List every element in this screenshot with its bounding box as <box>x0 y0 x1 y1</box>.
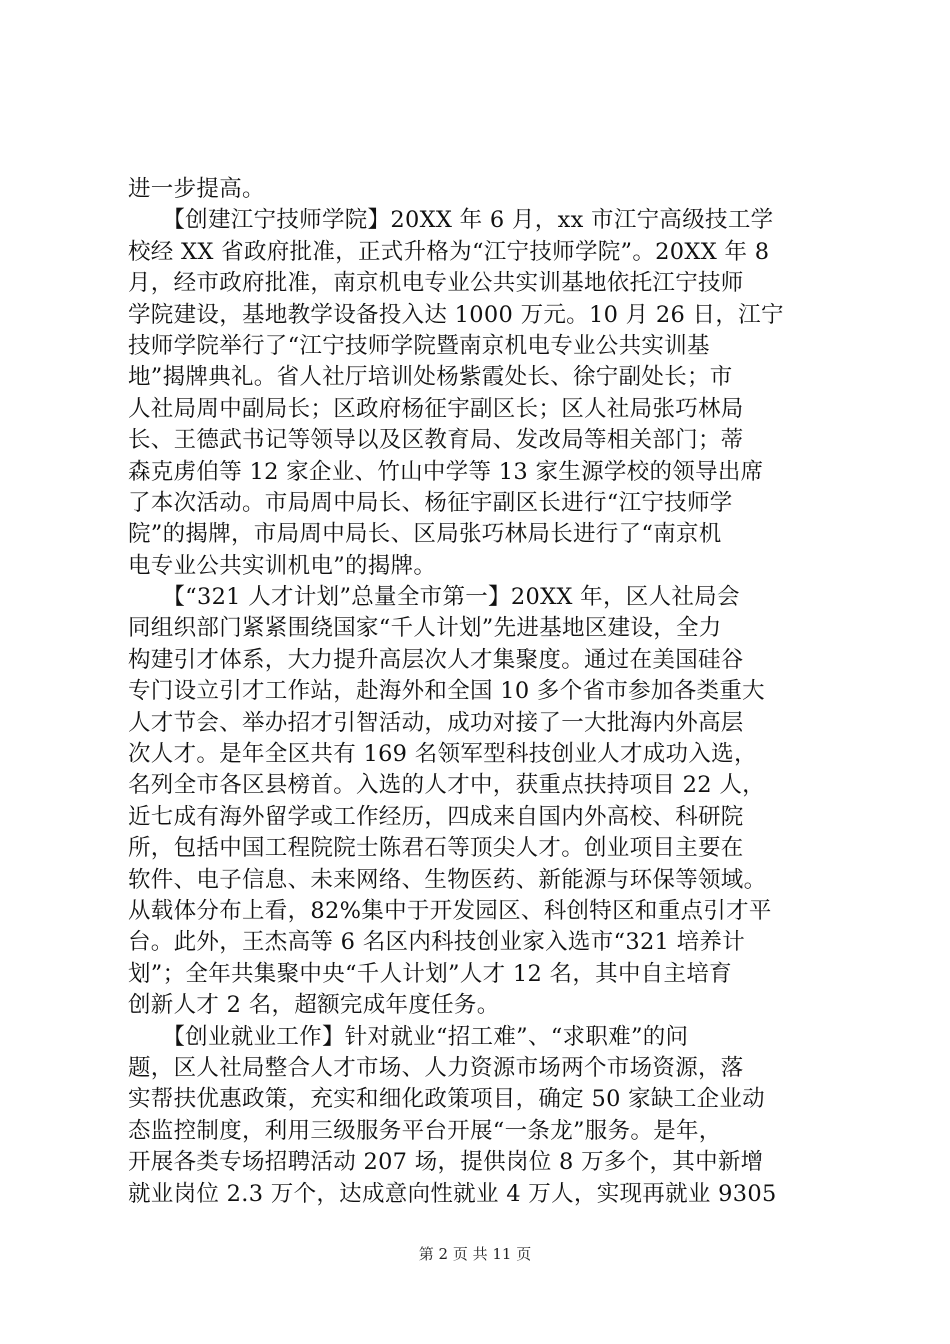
text-line: 人才节会、举办招才引智活动，成功对接了一大批海内外高层 <box>128 709 744 736</box>
text-line: 进一步提高。 <box>128 176 265 202</box>
text-line: 近七成有海外留学或工作经历，四成来自国内外高校、科研院 <box>128 803 744 830</box>
text-line: 院”的揭牌，市局周中局长、区局张巧林局长进行了“南京机 <box>128 521 722 548</box>
text-line: 名列全市各区县榜首。入选的人才中，获重点扶持项目 22 人， <box>128 772 765 799</box>
text-line: 专门设立引才工作站，赴海外和全国 10 多个省市参加各类重大 <box>128 678 765 705</box>
text-line: 实帮扶优惠政策，充实和细化政策项目，确定 50 家缺工企业动 <box>128 1086 765 1113</box>
body-text <box>128 174 828 1210</box>
text-line: 所，包括中国工程院院士陈君石等顶尖人才。创业项目主要在 <box>128 835 744 862</box>
text-line: 软件、电子信息、未来网络、生物医药、新能源与环保等领域。 <box>128 866 767 893</box>
text-line: 开展各类专场招聘活动 207 场，提供岗位 8 万多个，其中新增 <box>128 1149 764 1176</box>
text-line: 划”；全年共集聚中央“千人计划”人才 12 名，其中自主培育 <box>128 960 732 987</box>
text-line: 【创业就业工作】针对就业“招工难”、“求职难”的问 <box>128 1023 689 1050</box>
text-line: 【创建江宁技师学院】20XX 年 6 月，xx 市江宁高级技工学 <box>128 207 774 234</box>
text-line: 台。此外，王杰高等 6 名区内科技创业家入选市“321 培养计 <box>128 929 746 956</box>
text-line: 构建引才体系，大力提升高层次人才集聚度。通过在美国硅谷 <box>128 646 744 673</box>
text-line: 人社局周中副局长；区政府杨征宇副区长；区人社局张巧林局 <box>128 395 744 422</box>
text-line: 长、王德武书记等领导以及区教育局、发改局等相关部门；蒂 <box>128 427 744 454</box>
text-line: 次人才。是年全区共有 169 名领军型科技创业人才成功入选， <box>128 741 757 768</box>
text-line: 从载体分布上看，82%集中于开发园区、科创特区和重点引才平 <box>128 897 772 924</box>
text-line: 题，区人社局整合人才市场、人力资源市场两个市场资源，落 <box>128 1054 744 1081</box>
text-line: 校经 XX 省政府批准，正式升格为“江宁技师学院”。20XX 年 8 <box>128 238 770 265</box>
page-footer: 第 2 页 共 11 页 <box>418 1245 532 1263</box>
text-line: 就业岗位 2.3 万个，达成意向性就业 4 万人，实现再就业 9305 <box>128 1180 777 1207</box>
text-line: 电专业公共实训机电”的揭牌。 <box>128 552 437 579</box>
text-line: 创新人才 2 名，超额完成年度任务。 <box>128 992 500 1019</box>
text-line: 技师学院举行了“江宁技师学院暨南京机电专业公共实训基 <box>128 332 710 359</box>
text-line: 森克虏伯等 12 家企业、竹山中学等 13 家生源学校的领导出席 <box>128 458 764 485</box>
text-line: 学院建设，基地教学设备投入达 1000 万元。10 月 26 日，江宁 <box>128 301 784 328</box>
text-line: 【“321 人才计划”总量全市第一】20XX 年，区人社局会 <box>128 584 740 611</box>
text-line: 同组织部门紧紧围绕国家“千人计划”先进基地区建设，全力 <box>128 615 722 642</box>
text-line: 态监控制度，利用三级服务平台开展“一条龙”服务。是年， <box>128 1117 722 1144</box>
text-line: 地”揭牌典礼。省人社厅培训处杨紫霞处长、徐宁副处长；市 <box>128 364 733 391</box>
text-line: 月，经市政府批准，南京机电专业公共实训基地依托江宁技师 <box>128 270 744 297</box>
text-line: 了本次活动。市局周中局长、杨征宇副区长进行“江宁技师学 <box>128 489 733 516</box>
